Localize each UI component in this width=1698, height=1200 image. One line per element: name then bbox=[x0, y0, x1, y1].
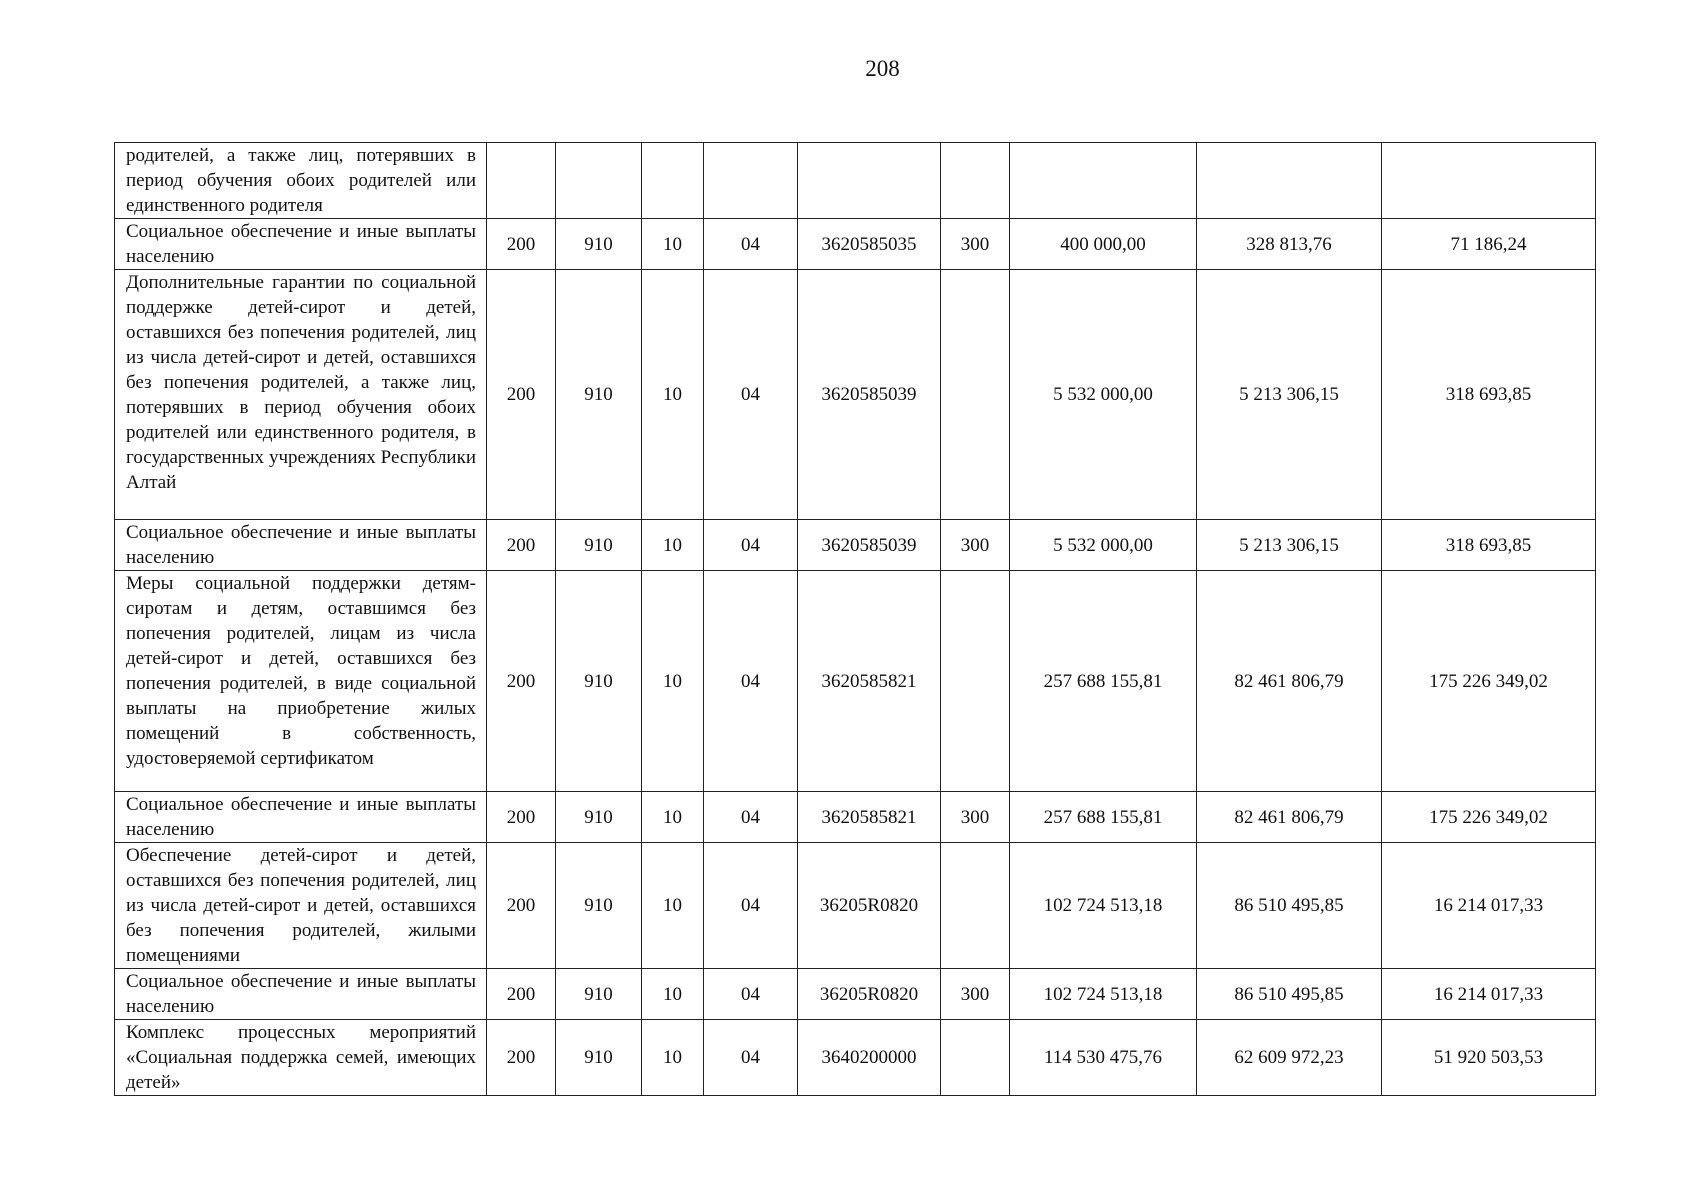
cell-remainder: 175 226 349,02 bbox=[1382, 792, 1596, 843]
table-row bbox=[115, 143, 1596, 219]
row-name: Обеспечение детей-сирот и детей, оставшихся без попечения родителей, лиц из числа детей-сирот и детей, оставшихся без попечения родителей, жилыми помещениями bbox=[115, 843, 487, 969]
cell-ministry-code: 910 bbox=[556, 1020, 642, 1096]
cell-remainder bbox=[1382, 143, 1596, 219]
cell-subsection: 04 bbox=[704, 969, 798, 1020]
cell-section: 10 bbox=[642, 520, 704, 571]
cell-admin-code bbox=[487, 143, 556, 219]
table-row bbox=[115, 792, 1596, 843]
page-number: 208 bbox=[865, 56, 900, 81]
cell-executed bbox=[1197, 143, 1382, 219]
cell-target-article: 3620585035 bbox=[798, 219, 941, 270]
cell-subsection: 04 bbox=[704, 219, 798, 270]
budget-table bbox=[114, 142, 1596, 1096]
cell-planned bbox=[1010, 143, 1197, 219]
cell-planned: 257 688 155,81 bbox=[1010, 571, 1197, 792]
cell-subsection: 04 bbox=[704, 1020, 798, 1096]
cell-target-article: 36205R0820 bbox=[798, 969, 941, 1020]
cell-ministry-code: 910 bbox=[556, 219, 642, 270]
cell-section: 10 bbox=[642, 571, 704, 792]
cell-admin-code: 200 bbox=[487, 219, 556, 270]
cell-admin-code: 200 bbox=[487, 792, 556, 843]
cell-section: 10 bbox=[642, 792, 704, 843]
cell-expense-type: 300 bbox=[941, 792, 1010, 843]
table-row bbox=[115, 843, 1596, 969]
row-name: Дополнительные гарантии по социальной поддержке детей-сирот и детей, оставшихся без попечения родителей, лиц из числа детей-сирот и детей, оставшихся без попечения родителей, а также лиц, потерявших в период обучения обоих родителей или единственного родителя, в государственных учреждениях Республики Алтай bbox=[115, 270, 487, 520]
cell-subsection: 04 bbox=[704, 792, 798, 843]
cell-section bbox=[642, 143, 704, 219]
cell-ministry-code bbox=[556, 143, 642, 219]
cell-admin-code: 200 bbox=[487, 843, 556, 969]
cell-executed: 328 813,76 bbox=[1197, 219, 1382, 270]
cell-remainder: 16 214 017,33 bbox=[1382, 843, 1596, 969]
cell-planned: 257 688 155,81 bbox=[1010, 792, 1197, 843]
cell-expense-type bbox=[941, 571, 1010, 792]
table-row bbox=[115, 969, 1596, 1020]
cell-expense-type: 300 bbox=[941, 969, 1010, 1020]
row-name: Социальное обеспечение и иные выплаты населению bbox=[115, 219, 487, 270]
cell-planned: 5 532 000,00 bbox=[1010, 520, 1197, 571]
cell-ministry-code: 910 bbox=[556, 270, 642, 520]
cell-admin-code: 200 bbox=[487, 969, 556, 1020]
table-row bbox=[115, 219, 1596, 270]
cell-section: 10 bbox=[642, 843, 704, 969]
cell-remainder: 51 920 503,53 bbox=[1382, 1020, 1596, 1096]
cell-ministry-code: 910 bbox=[556, 843, 642, 969]
table-row bbox=[115, 1020, 1596, 1096]
cell-ministry-code: 910 bbox=[556, 520, 642, 571]
row-name: родителей, а также лиц, потерявших в период обучения обоих родителей или единственного родителя bbox=[115, 143, 487, 219]
table-row bbox=[115, 520, 1596, 571]
cell-planned: 102 724 513,18 bbox=[1010, 969, 1197, 1020]
cell-admin-code: 200 bbox=[487, 571, 556, 792]
cell-target-article: 3620585039 bbox=[798, 270, 941, 520]
cell-executed: 86 510 495,85 bbox=[1197, 843, 1382, 969]
cell-remainder: 318 693,85 bbox=[1382, 270, 1596, 520]
row-name: Социальное обеспечение и иные выплаты населению bbox=[115, 520, 487, 571]
cell-expense-type bbox=[941, 270, 1010, 520]
cell-executed: 82 461 806,79 bbox=[1197, 571, 1382, 792]
cell-expense-type bbox=[941, 1020, 1010, 1096]
cell-subsection bbox=[704, 143, 798, 219]
cell-executed: 5 213 306,15 bbox=[1197, 270, 1382, 520]
row-name: Комплекс процессных мероприятий «Социальная поддержка семей, имеющих детей» bbox=[115, 1020, 487, 1096]
cell-remainder: 175 226 349,02 bbox=[1382, 571, 1596, 792]
cell-target-article bbox=[798, 143, 941, 219]
cell-remainder: 318 693,85 bbox=[1382, 520, 1596, 571]
row-name: Социальное обеспечение и иные выплаты населению bbox=[115, 969, 487, 1020]
cell-executed: 5 213 306,15 bbox=[1197, 520, 1382, 571]
cell-expense-type: 300 bbox=[941, 520, 1010, 571]
table-row bbox=[115, 571, 1596, 792]
cell-executed: 62 609 972,23 bbox=[1197, 1020, 1382, 1096]
cell-subsection: 04 bbox=[704, 571, 798, 792]
cell-admin-code: 200 bbox=[487, 1020, 556, 1096]
cell-remainder: 16 214 017,33 bbox=[1382, 969, 1596, 1020]
cell-expense-type bbox=[941, 143, 1010, 219]
cell-executed: 86 510 495,85 bbox=[1197, 969, 1382, 1020]
cell-remainder: 71 186,24 bbox=[1382, 219, 1596, 270]
cell-target-article: 3640200000 bbox=[798, 1020, 941, 1096]
cell-admin-code: 200 bbox=[487, 520, 556, 571]
cell-planned: 102 724 513,18 bbox=[1010, 843, 1197, 969]
cell-expense-type bbox=[941, 843, 1010, 969]
cell-target-article: 3620585039 bbox=[798, 520, 941, 571]
cell-planned: 114 530 475,76 bbox=[1010, 1020, 1197, 1096]
cell-section: 10 bbox=[642, 219, 704, 270]
row-name: Социальное обеспечение и иные выплаты населению bbox=[115, 792, 487, 843]
cell-target-article: 36205R0820 bbox=[798, 843, 941, 969]
cell-target-article: 3620585821 bbox=[798, 792, 941, 843]
cell-planned: 400 000,00 bbox=[1010, 219, 1197, 270]
cell-admin-code: 200 bbox=[487, 270, 556, 520]
cell-expense-type: 300 bbox=[941, 219, 1010, 270]
cell-subsection: 04 bbox=[704, 843, 798, 969]
cell-planned: 5 532 000,00 bbox=[1010, 270, 1197, 520]
cell-subsection: 04 bbox=[704, 270, 798, 520]
cell-target-article: 3620585821 bbox=[798, 571, 941, 792]
cell-executed: 82 461 806,79 bbox=[1197, 792, 1382, 843]
cell-ministry-code: 910 bbox=[556, 571, 642, 792]
cell-subsection: 04 bbox=[704, 520, 798, 571]
row-name: Меры социальной поддержки детям-сиротам и детям, оставшимся без попечения родителей, лицам из числа детей-сирот и детей, оставшихся без попечения родителей, в виде социальной выплаты на приобретение жилых помещений в собственность, удостоверяемой сертификатом bbox=[115, 571, 487, 792]
cell-ministry-code: 910 bbox=[556, 969, 642, 1020]
cell-section: 10 bbox=[642, 1020, 704, 1096]
table-row bbox=[115, 270, 1596, 520]
cell-section: 10 bbox=[642, 270, 704, 520]
cell-ministry-code: 910 bbox=[556, 792, 642, 843]
cell-section: 10 bbox=[642, 969, 704, 1020]
